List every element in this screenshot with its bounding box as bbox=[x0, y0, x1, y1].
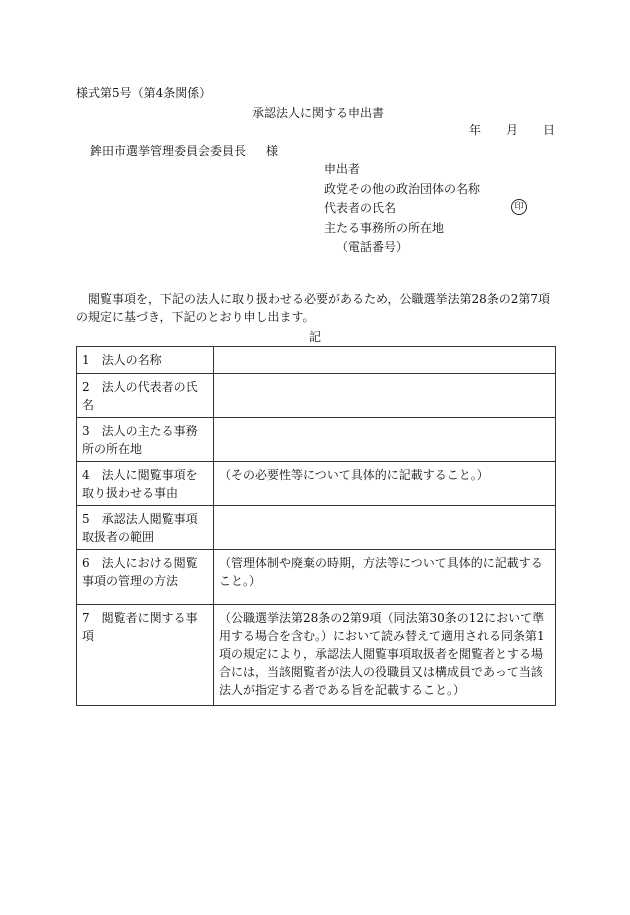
item-content bbox=[214, 506, 556, 550]
table-row bbox=[77, 418, 556, 462]
date-day-label: 日 bbox=[543, 123, 556, 137]
table-row bbox=[77, 374, 556, 418]
table-row bbox=[77, 347, 556, 374]
item-content bbox=[214, 374, 556, 418]
item-label: 3 法人の主たる事務所の所在地 bbox=[77, 418, 214, 462]
seal-mark: 印 bbox=[511, 199, 527, 215]
item-content: （管理体制や廃棄の時期，方法等について具体的に記載すること。） bbox=[214, 550, 556, 605]
applicant-block bbox=[324, 160, 524, 258]
item-label: 7 閲覧者に関する事項 bbox=[77, 605, 214, 706]
form-number: 様式第5号（第4条関係） bbox=[76, 86, 212, 100]
item-label: 5 承認法人閲覧事項取扱者の範囲 bbox=[77, 506, 214, 550]
items-table bbox=[76, 346, 556, 706]
applicant-heading: 申出者 bbox=[324, 162, 361, 176]
item-content bbox=[214, 418, 556, 462]
addressee-honorific: 様 bbox=[266, 144, 279, 158]
item-label: 1 法人の名称 bbox=[77, 347, 214, 374]
rep-name-row bbox=[324, 199, 524, 219]
ki-heading: 記 bbox=[308, 330, 321, 344]
table-row bbox=[77, 550, 556, 605]
org-name-label: 政党その他の政治団体の名称 bbox=[324, 181, 481, 196]
item-label: 4 法人に閲覧事項を取り扱わせる事由 bbox=[77, 462, 214, 506]
item-content: （その必要性等について具体的に記載すること。） bbox=[214, 462, 556, 506]
table-row bbox=[77, 605, 556, 706]
table-row bbox=[77, 462, 556, 506]
phone-label: （電話番号） bbox=[336, 240, 409, 254]
office-label: 主たる事務所の所在地 bbox=[324, 220, 445, 235]
date-month-label: 月 bbox=[506, 123, 519, 137]
addressee bbox=[90, 142, 278, 160]
item-label: 6 法人における閲覧事項の管理の方法 bbox=[77, 550, 214, 605]
date-year-label: 年 bbox=[469, 123, 482, 137]
item-content bbox=[214, 347, 556, 374]
date-line bbox=[469, 121, 555, 139]
body-paragraph: 閲覧事項を，下記の法人に取り扱わせる必要があるため，公職選挙法第28条の2第7項の規定に基づき，下記のとおり申し出ます。 bbox=[76, 292, 551, 324]
item-content: （公職選挙法第28条の2第9項（同法第30条の12において準用する場合を含む。）において読み替えて適用される同条第1項の規定により，承認法人閲覧事項取扱者を閲覧者とする場合には，当該閲覧者が法人の役職員又は構成員であって当該法人が指定する者である旨を記載すること。） bbox=[214, 605, 556, 706]
rep-name-label: 代表者の氏名 bbox=[324, 201, 397, 215]
addressee-name: 鉾田市選挙管理委員会委員長 bbox=[90, 144, 247, 158]
item-label: 2 法人の代表者の氏名 bbox=[77, 374, 214, 418]
table-row bbox=[77, 506, 556, 550]
document-title: 承認法人に関する申出書 bbox=[251, 106, 384, 120]
